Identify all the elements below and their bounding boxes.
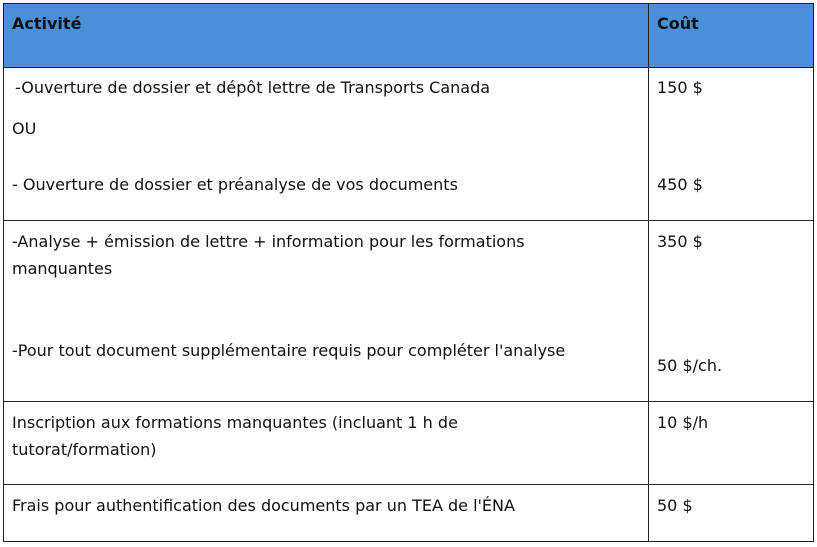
row3-activity-line1: Inscription aux formations manquantes (incluant 1 h de — [12, 413, 458, 432]
row2-cost-2: 50 $/ch. — [657, 356, 723, 375]
row3-activity-line2: tutorat/formation) — [12, 440, 157, 459]
header-activity: Activité — [12, 14, 82, 33]
row1-cost-2: 450 $ — [657, 175, 703, 194]
row1-cost-1: 150 $ — [657, 78, 703, 97]
row2-activity-line3: -Pour tout document supplémentaire requis pour compléter l'analyse — [12, 341, 566, 360]
row2-activity-line2: manquantes — [12, 259, 113, 278]
header-cost: Coût — [657, 14, 699, 33]
row2-cost-1: 350 $ — [657, 232, 703, 251]
column-divider — [648, 3, 649, 542]
row1-activity-line1: -Ouverture de dossier et dépôt lettre de Transports Canada — [15, 78, 491, 97]
border-mark — [813, 78, 814, 100]
row1-activity-line2: OU — [12, 119, 37, 138]
row2-activity-line1: -Analyse + émission de lettre + information pour les formations — [12, 232, 525, 251]
row4-activity-line1: Frais pour authentification des documents par un TEA de l'ÉNA — [12, 496, 515, 515]
row4-cost-1: 50 $ — [657, 496, 693, 515]
row1-activity-line3: - Ouverture de dossier et préanalyse de vos documents — [12, 175, 458, 194]
row3-cost-1: 10 $/h — [657, 413, 709, 432]
